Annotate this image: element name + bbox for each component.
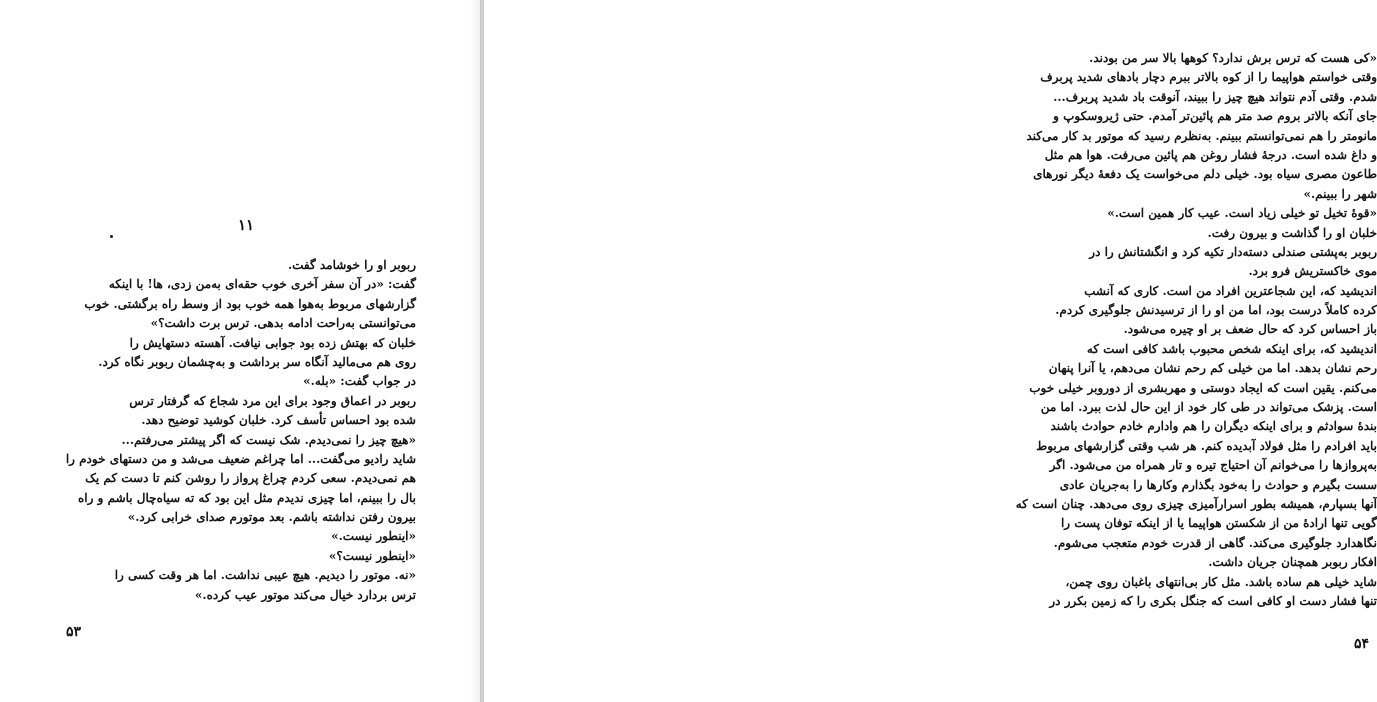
text-line: به‌پروازها را می‌خوانم آن احتیاج تیره و تار همراه من می‌شود. اگر [1049, 458, 1377, 473]
text-line: می‌توانستی به‌راحت ادامه بدهی. ترس برت داشت؟» [150, 316, 416, 331]
chapter-number: ۱۱ [237, 216, 255, 234]
text-line: سست بگیرم و حوادث را به‌خود بگذارم وکارها را به‌جریان عادی [1059, 477, 1377, 492]
right-page [484, 0, 1377, 702]
text-line: گزارشهای مربوط به‌هوا همه خوب بود از وسط راه برگشتی. خوب [84, 296, 416, 311]
text-line: و داغ شده است. درجهٔ فشار روغن هم پائین می‌رفت. هوا هم مثل [1044, 147, 1377, 162]
text-line: باید افرادم را مثل فولاد آبدیده کنم. هر شب وقتی گزارشهای مربوط [1036, 438, 1377, 453]
text-line: شده بود احساس تأسف کرد. خلبان کوشید توضیح دهد. [141, 413, 416, 428]
left-page-number: ۵۳ [66, 624, 82, 640]
text-line: «قوهٔ تخیل تو خیلی زیاد است. عیب کار همین است.» [1107, 206, 1377, 221]
text-line: «اینطور نیست.» [331, 529, 416, 544]
text-line: جای آنکه بالاتر بروم صد متر هم پائین‌تر آمدم. حتی ژیروسکوپ و [1053, 109, 1377, 124]
ink-speck [110, 235, 113, 238]
text-line: «نه. موتور را دیدیم. هیچ عیبی نداشت. اما هر وقت کسی را [114, 568, 416, 583]
text-line: نگاهدارد جلوگیری می‌کند. گاهی از قدرت خودم متعجب می‌شوم. [1053, 535, 1377, 550]
gutter-shadow [470, 0, 480, 702]
text-line: خلبان او را گذاشت و بیرون رفت. [1207, 225, 1377, 240]
text-line: آنها بسپارم، همیشه بطور اسرارآمیزی چیزی روی می‌دهد. چنان است که [1015, 496, 1377, 511]
text-line: در جواب گفت: «بله.» [303, 374, 416, 389]
text-line: ربوبر او را خوشامد گفت. [287, 258, 416, 272]
text-line: خلبان که بهتش زده بود جوابی نیافت. آهسته دستهایش را [129, 335, 416, 350]
text-line: تنها فشار دست او کافی است که جنگل بکری را که زمین بکرر در [1049, 593, 1377, 608]
text-line: است. پزشک می‌تواند در طی کار خود از این حال لذت ببرد. اما من [1040, 400, 1377, 415]
text-line: «هیچ چیز را نمی‌دیدم. شک نیست که اگر پیشتر می‌رفتم... [121, 432, 416, 447]
text-line: اندیشید که، این شجاعترین افراد من است. کاری که آنشب [1084, 283, 1377, 298]
text-line: روی هم می‌مالید آنگاه سر برداشت و به‌چشمان ربوبر نگاه کرد. [98, 354, 416, 369]
text-line: بیرون رفتن نداشته باشم. بعد موتورم صدای خرابی کرد.» [127, 510, 416, 525]
text-line: وقتی خواستم هواپیما را از کوه بالاتر ببرم دچار بادهای شدید پربرف [1040, 70, 1377, 85]
right-page-number: ۵۴ [1354, 636, 1370, 652]
text-line: ربوبر به‌پشتی صندلی دسته‌دار تکیه کرد و انگشتانش را در [1089, 244, 1377, 259]
text-line: شاید رادیو می‌گفت... اما چراغم ضعیف می‌شد و من دستهای خودم را [65, 451, 416, 466]
text-line: شدم. وقتی آدم نتواند هیچ چیز را ببیند، آنوقت باد شدید پربرف... [1053, 89, 1377, 104]
text-line: اندیشید که، برای اینکه شخص محبوب باشد کافی است که [1086, 341, 1377, 356]
text-line: رحم نشان بدهد. اما من خیلی کم رحم نشان می‌دهم، یا آنرا پنهان [1048, 361, 1377, 376]
text-line: «اینطور نیست؟» [328, 548, 416, 563]
text-line: افکار ربوبر همچنان جریان داشت. [1208, 555, 1377, 570]
text-line: طاعون مصری سیاه بود. خیلی دلم می‌خواست یک دفعهٔ دیگر نورهای [1033, 167, 1377, 182]
text-line: می‌کنم. یقین است که ایجاد دوستی و مهربشری از دوروبر خیلی خوب [1029, 380, 1377, 395]
left-page-text [66, 256, 416, 605]
text-line: گویی تنها ارادهٔ من از شکستن هواپیما یا از اینکه توفان پست را [1060, 516, 1377, 531]
text-line: شاید خیلی هم ساده باشد. مثل کار بی‌انتهای باغبان روی چمن، [1065, 574, 1377, 589]
right-page-text [1015, 49, 1377, 611]
left-page [0, 0, 480, 702]
text-line: کرده کاملاً درست بود، اما من او را از ترسیدنش جلوگیری کردم. [1055, 303, 1377, 318]
text-line: ربوبر در اعماق وجود برای این مرد شجاع که گرفتار ترس [129, 393, 416, 408]
text-line: باز احساس کرد که حال ضعف بر او چیره می‌شود. [1123, 322, 1377, 337]
text-line: مانومتر را هم نمی‌توانستم ببینم. به‌نظرم رسید که موتور بد کار می‌کند [1026, 128, 1377, 143]
text-line: بال را ببینم، اما چیزی ندیدم مثل این بود که ته سیاه‌چال باشم و راه [78, 490, 416, 505]
text-line: هم نمی‌دیدم. سعی کردم چراغ پرواز را روشن کنم تا دست کم یک [85, 471, 416, 486]
text-line: بندهٔ سوادثم و برای اینکه دیگران را هم وادارم خادم حوادث باشند [1050, 419, 1377, 434]
text-line: ترس بردارد خیال می‌کند موتور عیب کرده.» [194, 587, 416, 602]
text-line: موی خاکستریش فرو برد. [1248, 264, 1377, 279]
text-line: گفت: «در آن سفر آخری خوب حقه‌ای به‌من زدی، ها! با اینکه [108, 277, 416, 292]
text-line: شهر را ببینم.» [1303, 186, 1377, 201]
text-line: «کی هست که ترس برش ندارد؟ کوهها بالا سر من بودند. [1089, 51, 1377, 65]
